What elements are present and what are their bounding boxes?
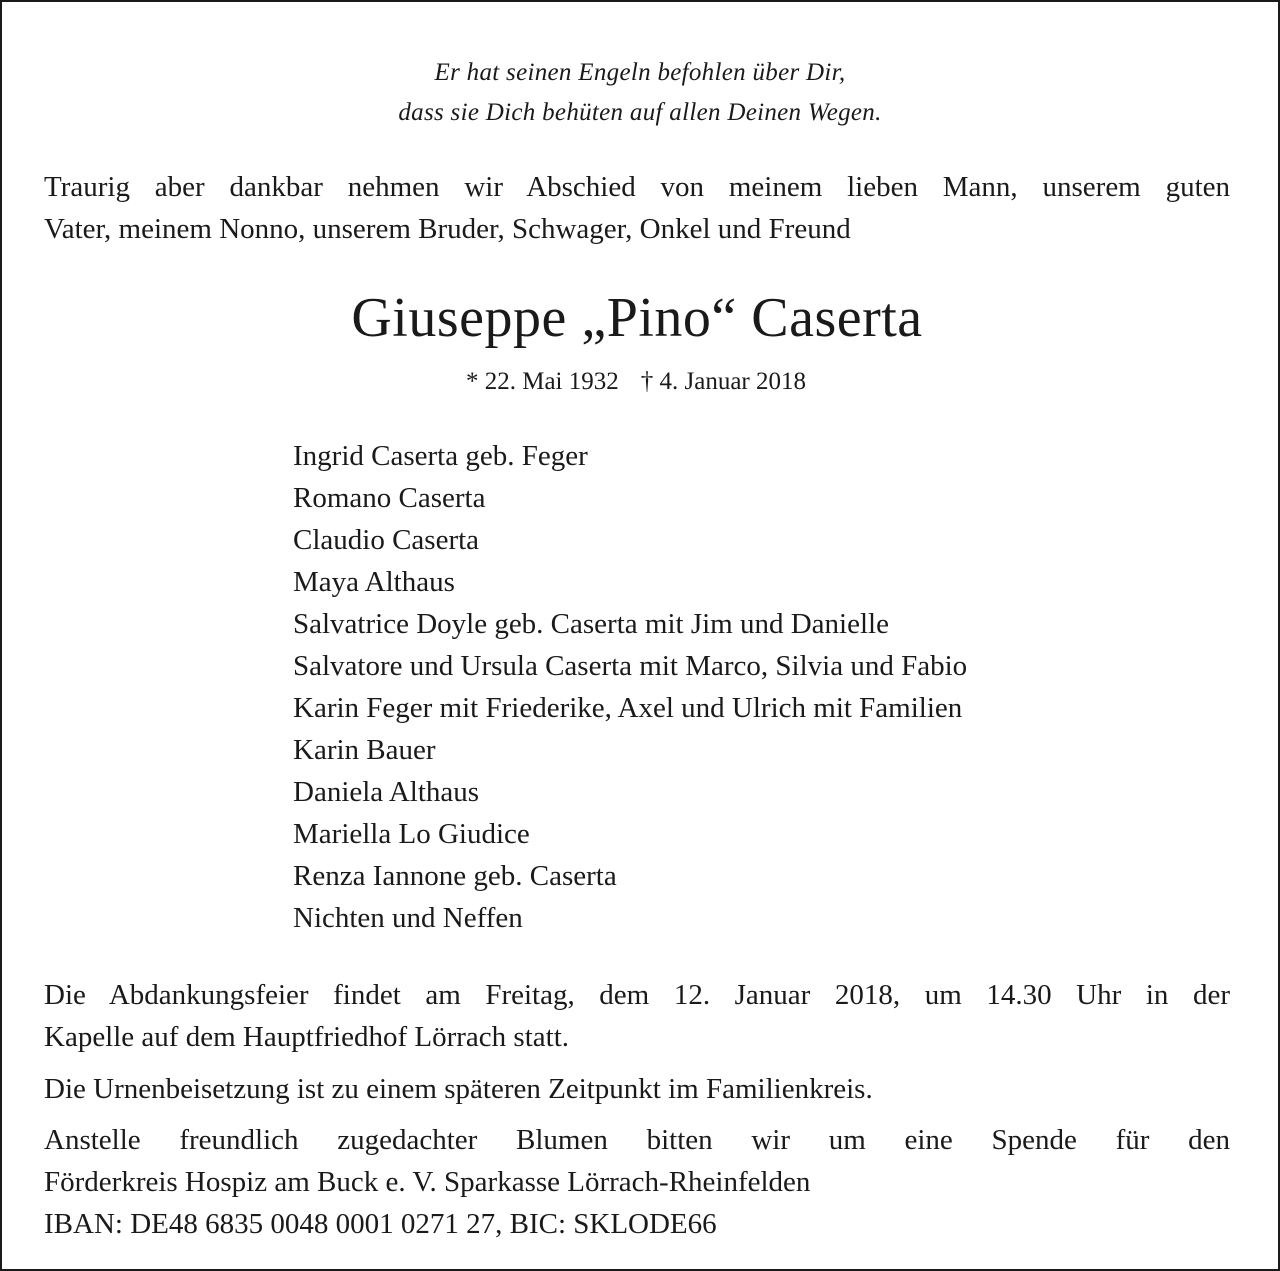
verse-line-2: dass sie Dich behüten auf allen Deinen Wegen. [398,99,882,126]
mourner-name: Renza Iannone geb. Caserta [293,860,617,892]
mourner-name: Nichten und Neffen [293,902,523,934]
mourner-name: Romano Caserta [293,482,486,514]
mourners-list [293,435,967,939]
ceremony-line-2: Kapelle auf dem Hauptfriedhof Lörrach statt. [44,1021,570,1053]
ceremony-line-1: Die Abdankungsfeier findet am Freitag, dem 12. Januar 2018, um 14.30 Uhr in der [44,979,1230,1011]
donation-line-1: Anstelle freundlich zugedachter Blumen bitten wir um eine Spende für den [44,1124,1230,1156]
birth-date: * 22. Mai 1932 [465,368,619,395]
urn-burial-note: Die Urnenbeisetzung ist zu einem späteren Zeitpunkt im Familienkreis. [44,1073,873,1105]
mourner-name: Maya Althaus [293,566,455,598]
bank-details: IBAN: DE48 6835 0048 0001 0271 27, BIC: SKLODE66 [44,1208,717,1240]
deceased-name: Giuseppe „Pino“ Caserta [351,287,923,349]
mourner-name: Salvatrice Doyle geb. Caserta mit Jim und Danielle [293,608,889,640]
mourner-name: Ingrid Caserta geb. Feger [293,440,588,472]
intro-line-2: Vater, meinem Nonno, unserem Bruder, Schwager, Onkel und Freund [44,213,851,245]
mourner-name: Daniela Althaus [293,776,480,808]
mourner-name: Karin Bauer [293,734,436,766]
verse-line-1: Er hat seinen Engeln befohlen über Dir, [434,59,846,86]
mourner-name: Salvatore und Ursula Caserta mit Marco, Silvia und Fabio [293,650,968,682]
donation-line-2: Förderkreis Hospiz am Buck e. V. Sparkasse Lörrach-Rheinfelden [44,1166,811,1198]
mourner-name: Mariella Lo Giudice [293,818,530,850]
mourner-name: Karin Feger mit Friederike, Axel und Ulrich mit Familien [293,692,963,724]
death-date: † 4. Januar 2018 [640,368,807,395]
mourner-name: Claudio Caserta [293,524,480,556]
life-dates [2,364,1270,400]
intro-line-1: Traurig aber dankbar nehmen wir Abschied von meinem lieben Mann, unserem guten [44,171,1230,203]
